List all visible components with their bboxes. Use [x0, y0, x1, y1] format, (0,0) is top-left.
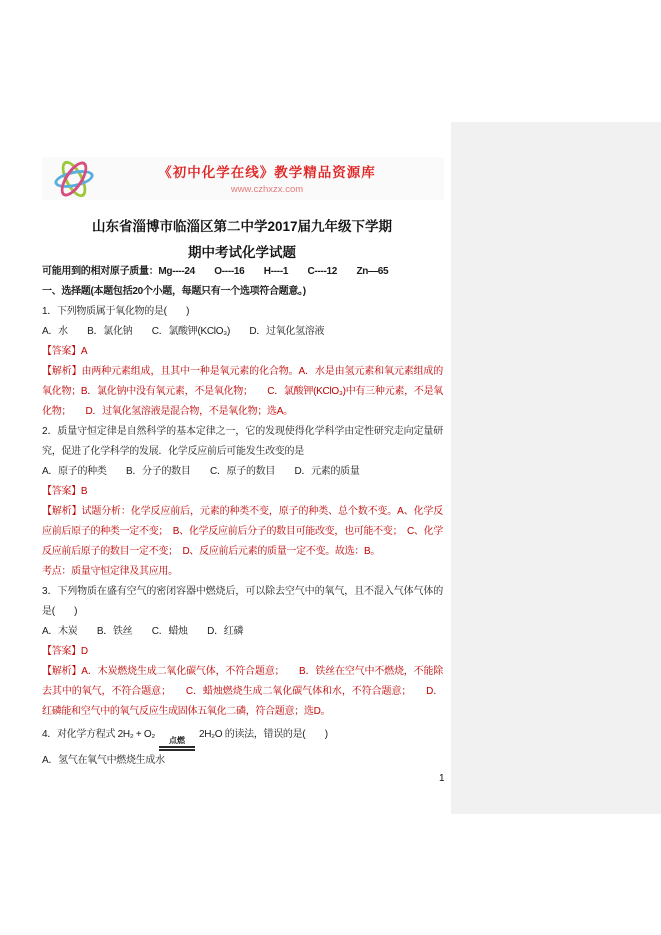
question-2-analysis: 【解析】试题分析：化学反应前后，元素的种类不变，原子的种类、总个数不变。A、化学反应前后原子的种类一定不变； B、化学反应前后分子的数目可能改变，也可能不变； C、化学反应前后原子的数目一定不变； D、反应前后元素的质量一定不变。故选：B。	[42, 506, 443, 557]
question-3-options: A．木炭 B．铁丝 C．蜡烛 D．红磷	[42, 626, 244, 637]
question-3-stem: 3．下列物质在盛有空气的密闭容器中燃烧后，可以除去空气中的氧气，且不混入气体气体的是( )	[42, 586, 443, 617]
question-2-answer	[42, 482, 443, 502]
answer-value: D	[80, 646, 88, 657]
site-header-banner	[42, 157, 444, 200]
question-2-stem: 2．质量守恒定律是自然科学的基本定律之一，它的发现使得化学科学由定性研究走向定量研究，促进了化学科学的发展．化学反应前后可能发生改变的是	[42, 426, 443, 457]
viewer-gray-panel	[451, 122, 661, 814]
question-1-analysis: 【解析】由两种元素组成，且其中一种是氧元素的化合物。A．水是由氢元素和氧元素组成的氧化物；B．氯化钠中没有氧元素，不是氧化物； C．氯酸钾(KClO₃)中有三种元素，不是氧化物； D．过氧化氢溶液是混合物，不是氧化物；选A。	[42, 366, 443, 417]
reaction-condition-label: 点燃	[168, 736, 185, 745]
answer-label: 【答案】	[42, 346, 81, 357]
site-logo-icon	[52, 157, 96, 203]
answer-value: B	[80, 486, 88, 497]
equation-left: 4．对化学方程式 2H₂ + O₂	[42, 729, 155, 740]
reaction-condition-icon	[159, 736, 195, 751]
question-3-analysis: 【解析】A．木炭燃烧生成二氧化碳气体，不符合题意； B．铁丝在空气中不燃烧，不能除去其中的氧气，不符合题意； C．蜡烛燃烧生成二氧化碳气体和水，不符合题意； D．红磷能和空气中的氧气反应生成固体五氧化二磷，符合题意；选D。	[42, 666, 443, 717]
answer-value: A	[80, 346, 88, 357]
atomic-mass-note: 可能用到的相对原子质量：Mg----24 O----16 H----1 C----12 Zn—65	[42, 266, 389, 277]
section-heading: 一、选择题(本题包括20个小题，每题只有一个选项符合题意。)	[42, 286, 306, 297]
doc-title-line1: 山东省淄博市临淄区第二中学2017届九年级下学期	[91, 219, 393, 234]
question-3-answer	[42, 642, 443, 662]
site-title: 《初中化学在线》教学精品资源库	[158, 165, 376, 180]
question-2-exam-point: 考点：质量守恒定律及其应用。	[42, 566, 178, 577]
question-4-stem	[42, 722, 443, 751]
exam-content	[42, 262, 443, 771]
question-1-options: A．水 B．氯化钠 C．氯酸钾(KClO₃) D．过氧化氢溶液	[42, 326, 325, 337]
answer-label: 【答案】	[42, 646, 81, 657]
question-4-option-a: A．氢气在氧气中燃烧生成水	[42, 755, 165, 766]
doc-title-line2: 期中考试化学试题	[188, 245, 296, 260]
question-2-options: A．原子的种类 B．分子的数目 C．原子的数目 D．元素的质量	[42, 466, 360, 477]
question-1-stem: 1．下列物质属于氧化物的是( )	[42, 306, 190, 317]
question-1-answer	[42, 342, 443, 362]
site-url-link[interactable]: www.czhxzx.com	[230, 184, 304, 195]
banner-text	[102, 161, 432, 195]
page-number: 1	[439, 773, 445, 784]
equation-right: 2H₂O 的读法，错误的是( )	[198, 729, 328, 740]
answer-label: 【答案】	[42, 486, 81, 497]
